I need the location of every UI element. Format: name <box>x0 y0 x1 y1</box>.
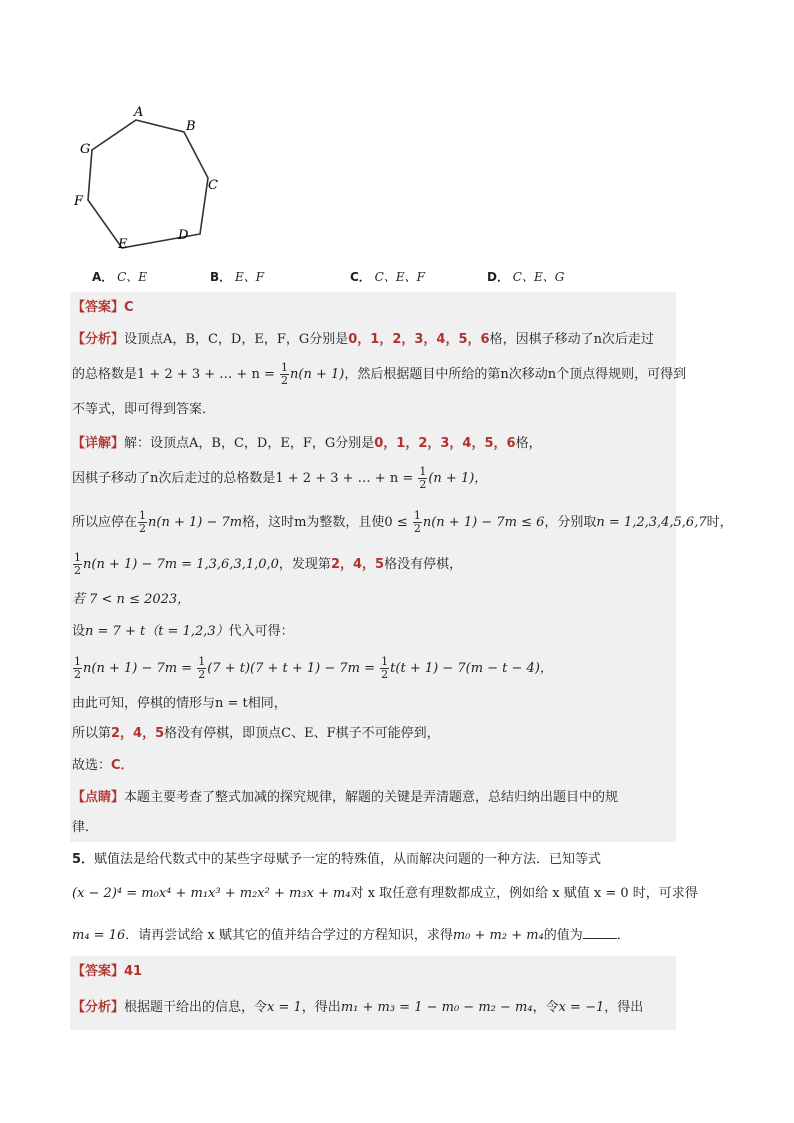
sum-formula: 1 + 2 + 3 + … + n = <box>275 471 418 486</box>
q5-analysis-line-1 <box>72 998 643 1018</box>
detail-text: 若 7 < n ≤ 2023， <box>72 592 191 607</box>
analysis-text: 不等式，即可得到答案． <box>72 402 216 417</box>
q4-point-line-2 <box>72 818 98 838</box>
inequality: 0 ≤ <box>384 515 412 530</box>
answer-value: 41 <box>124 964 143 979</box>
q4-detail-line-9 <box>72 724 440 744</box>
detail-answer: C． <box>111 758 134 773</box>
detail-text: 格没有停棋，即顶点C、E、F棋子不可能停到， <box>164 726 440 741</box>
analysis-text: ，得出 <box>604 1000 644 1015</box>
question-text: ．请再尝试给 x 赋其它的值并结合学过的方程知识，求得 <box>125 928 453 943</box>
detail-numbers: 0，1，2，3，4，5，6 <box>374 436 516 451</box>
option-letter: C． <box>350 270 371 284</box>
expression: m₁ + m₃ = 1 − m₀ − m₂ − m₄ <box>340 1000 533 1015</box>
sum-formula: 1 + 2 + 3 + … + n = <box>137 367 279 382</box>
q4-analysis-line-3 <box>72 400 215 420</box>
identity-formula: (x − 2)⁴ = m₀x⁴ + m₁x³ + m₂x² + m₃x + m₄ <box>72 886 351 901</box>
q4-detail-line-5 <box>72 590 190 610</box>
option-text: C、E <box>117 270 148 284</box>
q5-line-1 <box>72 850 601 870</box>
analysis-text: ，得出 <box>301 1000 341 1015</box>
fraction-half: $\frac{1}{2}$ <box>74 551 81 577</box>
answer-tag: 【答案】 <box>72 300 125 315</box>
analysis-text: 根据题干给出的信息，令 <box>124 1000 268 1015</box>
fraction-half: $\frac{1}{2}$ <box>198 655 206 681</box>
substitution: x = 1 <box>267 1000 302 1015</box>
given-value: m₄ = 16 <box>72 928 126 943</box>
q4-detail-line-8 <box>72 694 287 714</box>
q4-analysis-line-1 <box>72 330 654 350</box>
detail-text: ，发现第 <box>278 557 331 572</box>
option-text: E、F <box>234 270 265 284</box>
point-text: 律． <box>72 820 99 835</box>
q5-answer-line <box>72 962 142 982</box>
vertex-label-a: A <box>134 105 144 120</box>
detail-text: 格， <box>515 436 542 451</box>
vertex-label-e: E <box>118 237 128 252</box>
expression: n(n + 1) − 7m = <box>83 661 197 676</box>
q4-answer-line <box>72 298 134 318</box>
q4-point-line-1 <box>72 788 618 808</box>
answer-blank[interactable] <box>583 926 617 939</box>
question-text: 的值为 <box>543 928 583 943</box>
inequality: n(n + 1) − 7m ≤ 6 <box>422 515 545 530</box>
fraction-half: $\frac{1}{2}$ <box>74 655 81 681</box>
detail-text: 格，这时m为整数，且使 <box>242 515 385 530</box>
vertex-label-b: B <box>186 119 196 134</box>
question-text: 对 x 取任意有理数都成立，例如给 x 赋值 x = 0 时，可求得 <box>350 886 698 901</box>
answer-tag: 【答案】 <box>72 964 125 979</box>
option-letter: B． <box>210 270 232 284</box>
option-c[interactable] <box>350 268 425 285</box>
q4-detail-line-6 <box>72 622 294 642</box>
detail-text: 代入可得： <box>228 624 294 639</box>
detail-tag: 【详解】 <box>72 436 125 451</box>
q4-detail-line-1 <box>72 434 542 454</box>
heptagon-shape <box>88 120 208 248</box>
vertex-label-c: C <box>208 178 218 193</box>
heptagon-figure <box>70 100 230 260</box>
q5-line-3 <box>72 926 630 946</box>
q4-analysis-line-2 <box>72 362 686 387</box>
q4-detail-line-10 <box>72 756 134 776</box>
detail-text: 设 <box>72 624 86 639</box>
fraction-half: $\frac{1}{2}$ <box>281 361 288 387</box>
detail-numbers: 2，4，5 <box>330 557 385 572</box>
answer-value: C <box>124 300 134 315</box>
substitution: x = −1 <box>558 1000 605 1015</box>
q5-line-2 <box>72 884 698 904</box>
fraction-half: $\frac{1}{2}$ <box>419 465 427 491</box>
q4-detail-line-4 <box>72 552 462 577</box>
option-text: C、E、G <box>512 270 565 284</box>
detail-text: 所以第 <box>72 726 112 741</box>
detail-text: 所以应停在 <box>72 515 138 530</box>
detail-text: 时， <box>706 515 733 530</box>
analysis-text: 设顶点A，B，C，D，E，F，G分别是 <box>124 332 349 347</box>
detail-numbers: 2，4，5 <box>111 726 165 741</box>
option-text: C、E、F <box>374 270 425 284</box>
question-text: ． <box>616 928 630 943</box>
analysis-tag: 【分析】 <box>72 332 125 347</box>
option-b[interactable] <box>210 268 264 285</box>
option-letter: D． <box>487 270 509 284</box>
fraction-half: $\frac{1}{2}$ <box>413 509 421 535</box>
detail-text: 因棋子移动了n次后走过的总格数是 <box>72 471 276 486</box>
analysis-text: ，令 <box>532 1000 559 1015</box>
n-values: n = 1,2,3,4,5,6,7 <box>596 515 707 530</box>
q4-detail-line-2 <box>72 466 487 491</box>
expression: t(t + 1) − 7(m − t − 4)， <box>390 661 553 676</box>
detail-text: 故选： <box>72 758 112 773</box>
analysis-text: 的总格数是 <box>72 367 138 382</box>
option-a[interactable] <box>92 268 147 285</box>
vertex-label-f: F <box>74 194 84 209</box>
option-d[interactable] <box>487 268 564 285</box>
formula-tail: n(n + 1) <box>290 367 345 382</box>
q4-detail-line-7 <box>72 656 553 681</box>
analysis-tag: 【分析】 <box>72 1000 125 1015</box>
target-expression: m₀ + m₂ + m₄ <box>452 928 544 943</box>
detail-text: 格没有停棋， <box>384 557 463 572</box>
point-text: 本题主要考查了整式加减的探究规律，解题的关键是弄清题意，总结归纳出题目中的规 <box>124 790 619 805</box>
analysis-numbers: 0，1，2，3，4，5，6 <box>348 332 490 347</box>
expression: （t = 1,2,3） <box>145 624 229 639</box>
fraction-half: $\frac{1}{2}$ <box>139 509 147 535</box>
detail-text: 解：设顶点A，B，C，D，E，F，G分别是 <box>124 436 375 451</box>
detail-text: ，分别取 <box>544 515 597 530</box>
formula-tail: (n + 1)， <box>428 471 488 486</box>
vertex-label-g: G <box>80 142 91 157</box>
analysis-text: 格，因棋子移动了n次后走过 <box>489 332 654 347</box>
analysis-text: ，然后根据题目中所给的第n次移动n个顶点得规则，可得到 <box>344 367 687 382</box>
point-tag: 【点睛】 <box>72 790 125 805</box>
expression: n(n + 1) − 7m = 1,3,6,3,1,0,0 <box>83 557 279 572</box>
vertex-label-d: D <box>178 228 189 243</box>
detail-text: 由此可知，停棋的情形与n = t相同， <box>72 696 287 711</box>
question-number: 5． <box>72 852 95 867</box>
expression: n(n + 1) − 7m <box>148 515 243 530</box>
option-letter: A． <box>92 270 114 284</box>
q4-detail-line-3 <box>72 510 733 535</box>
question-text: 赋值法是给代数式中的某些字母赋予一定的特殊值，从而解决问题的一种方法．已知等式 <box>94 852 602 867</box>
fraction-half: $\frac{1}{2}$ <box>381 655 389 681</box>
q5-solution-block <box>70 956 676 1030</box>
expression: (7 + t)(7 + t + 1) − 7m = <box>207 661 380 676</box>
expression: n = 7 + t <box>85 624 146 639</box>
